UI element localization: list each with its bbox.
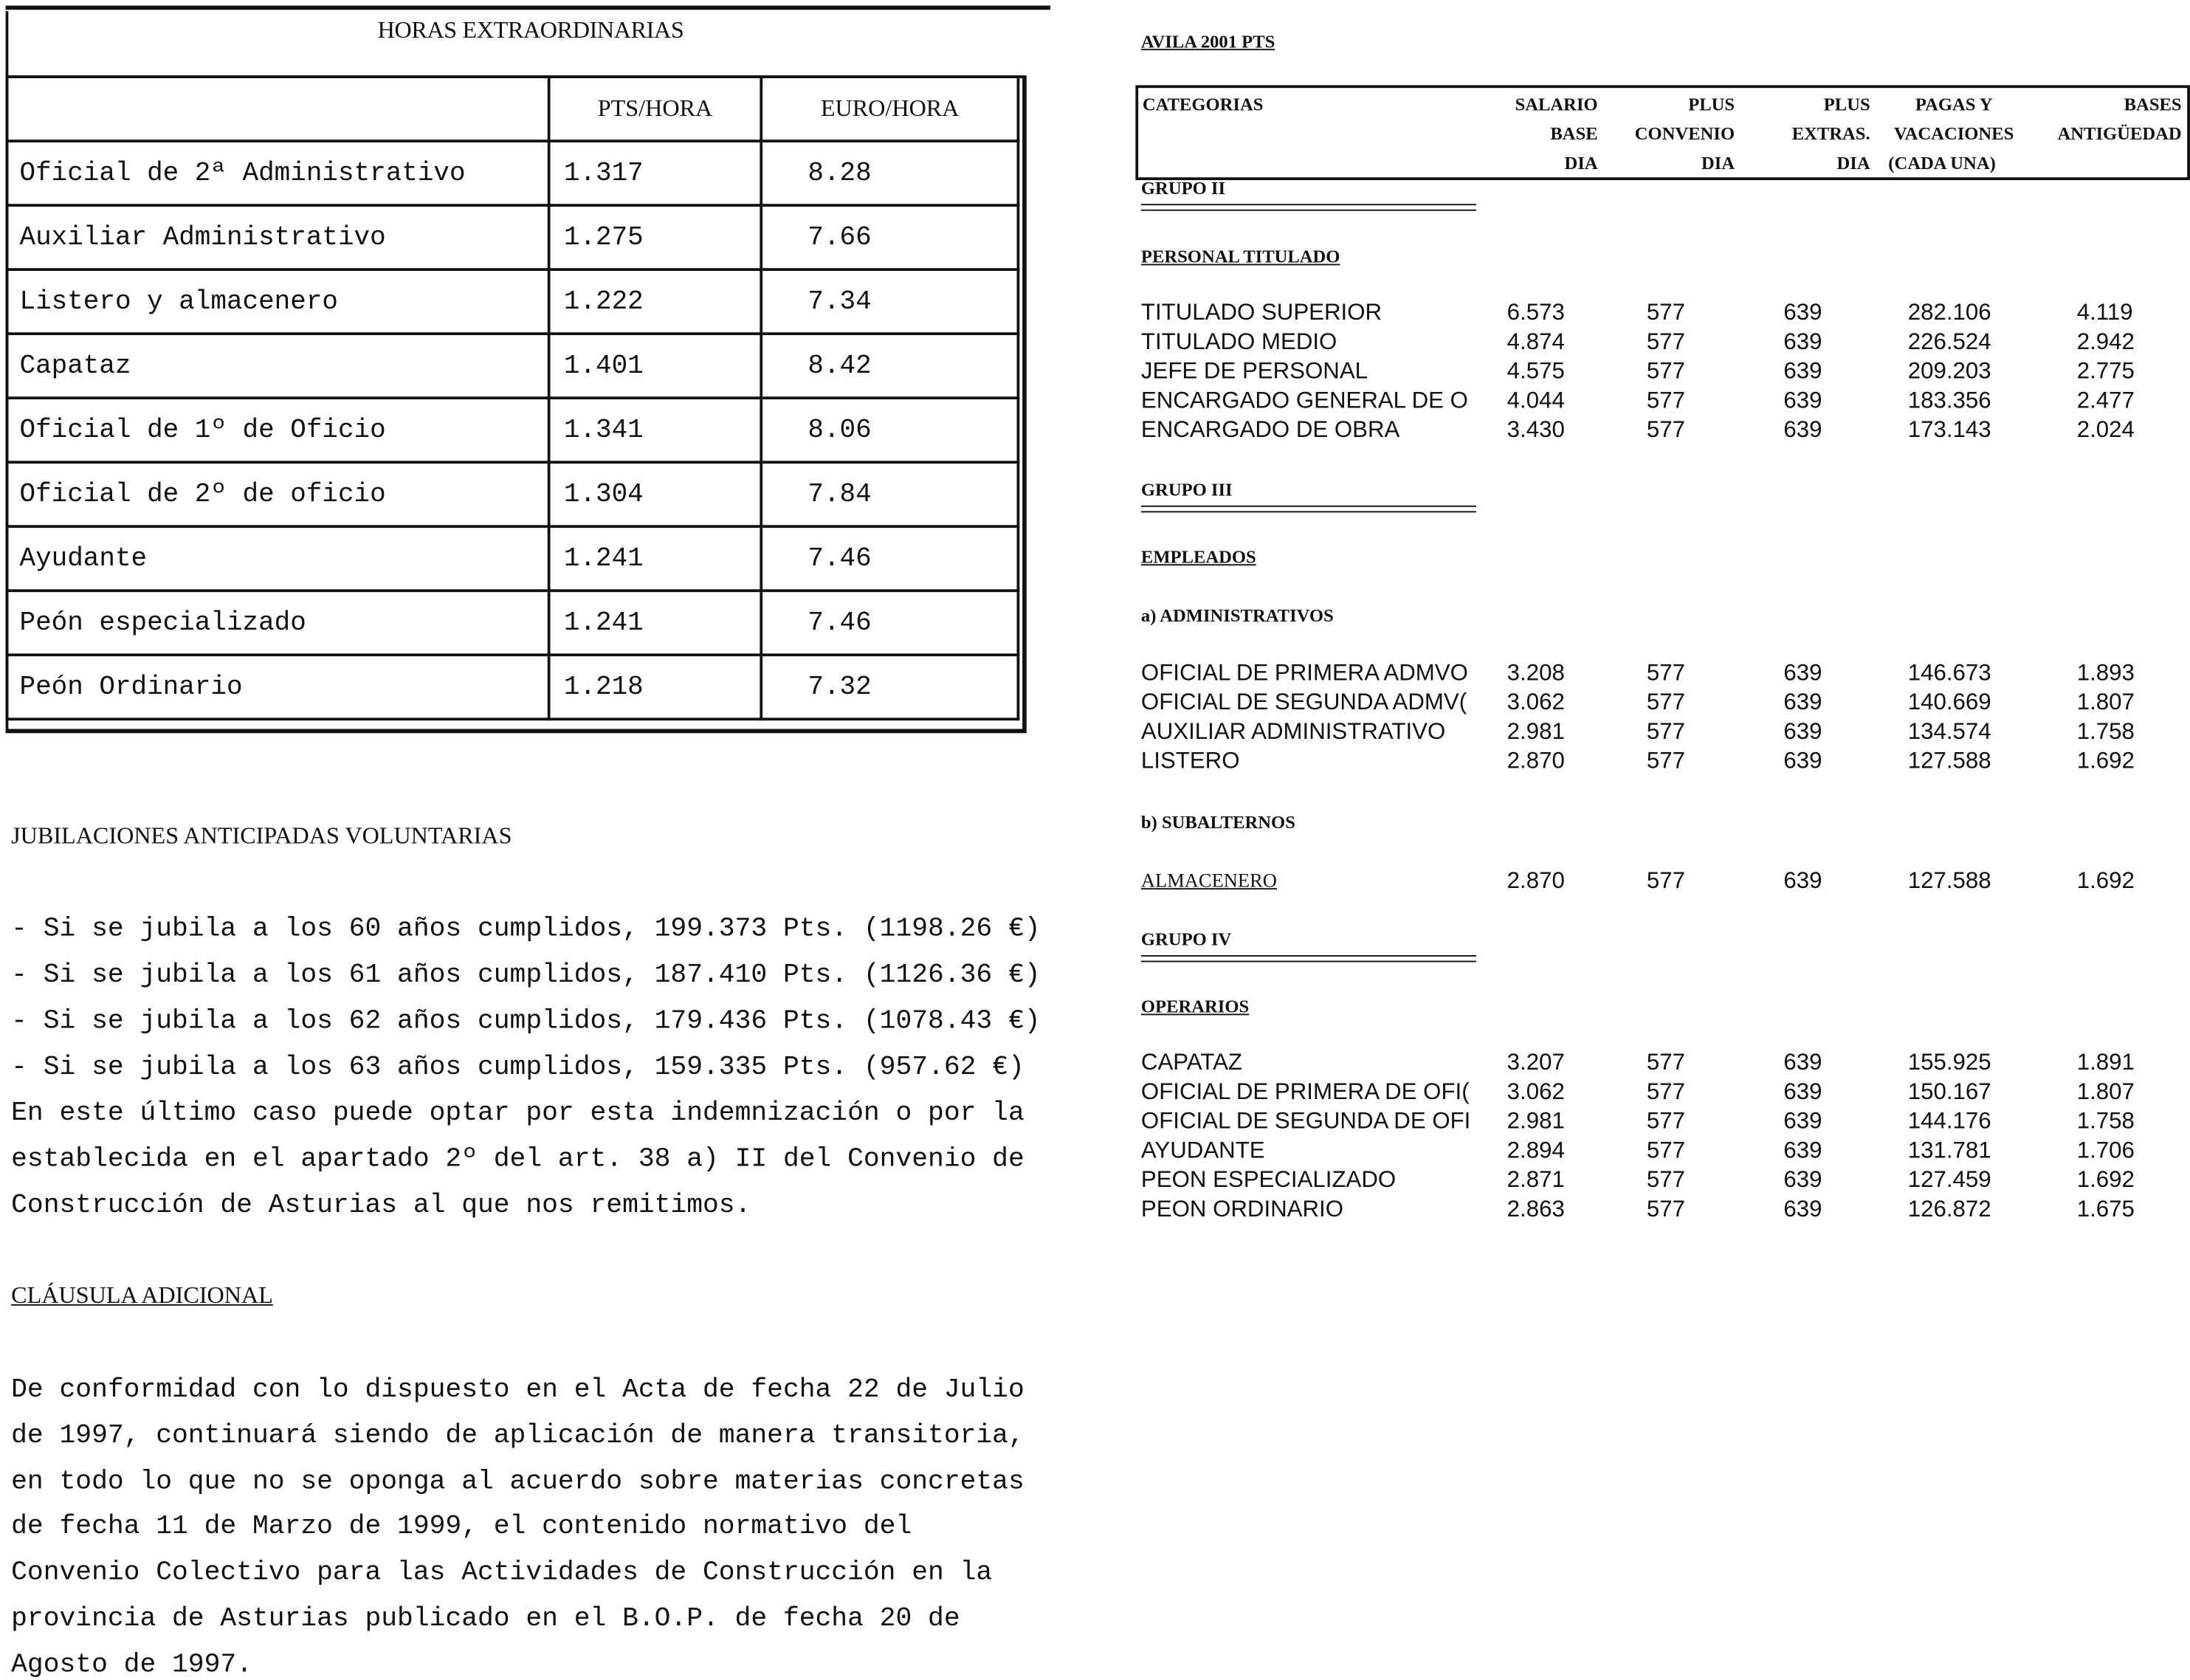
personal-titulado-heading: PERSONAL TITULADO xyxy=(1140,245,1340,267)
cell-value: 2.477 xyxy=(2076,388,2135,413)
cell-value: 2.870 xyxy=(1507,868,1565,894)
grupo-underline xyxy=(1141,204,1476,210)
header-blank xyxy=(7,77,548,141)
cell-value: 639 xyxy=(1783,388,1822,413)
category-name: TITULADO MEDIO xyxy=(1140,329,1337,355)
cell-value: 144.176 xyxy=(1907,1109,1991,1135)
cell-value: 577 xyxy=(1646,417,1685,443)
cell-value: 1.758 xyxy=(2076,719,2135,745)
cell-value: 4.575 xyxy=(1507,359,1565,385)
clausula-line: provincia de Asturias publicado en el B.O.P. de fecha 20 de xyxy=(11,1602,960,1634)
cell-value: 2.024 xyxy=(2076,417,2135,443)
clausula-line: en todo lo que no se oponga al acuerdo sobre materias concretas xyxy=(11,1466,1025,1498)
table-row: Capataz 1.401 8.42 xyxy=(7,334,1018,398)
cell-value: 1.807 xyxy=(2076,689,2135,715)
cell-value: 2.775 xyxy=(2076,359,2135,385)
table-title: HORAS EXTRAORDINARIAS xyxy=(377,16,684,44)
administrativos-heading: a) ADMINISTRATIVOS xyxy=(1140,605,1334,626)
clausula-line: Agosto de 1997. xyxy=(11,1649,252,1680)
cell-value: 2.981 xyxy=(1507,719,1565,745)
category-name: ENCARGADO DE OBRA xyxy=(1140,417,1400,443)
clausula-line: de fecha 11 de Marzo de 1999, el contenido normativo del xyxy=(11,1510,912,1542)
category-name: OFICIAL DE PRIMERA DE OFI( xyxy=(1140,1079,1470,1105)
cell-value: 126.872 xyxy=(1907,1197,1991,1222)
grupo-iv-label: GRUPO IV xyxy=(1140,929,1232,950)
cell-value: 639 xyxy=(1783,1109,1822,1135)
clausula-line: Convenio Colectivo para las Actividades de Construcción en la xyxy=(11,1557,993,1588)
cell-value: 2.870 xyxy=(1507,748,1565,774)
cell-value: 639 xyxy=(1783,1197,1822,1222)
category-name: OFICIAL DE SEGUNDA ADMV( xyxy=(1140,689,1467,715)
cell-value: 3.062 xyxy=(1507,689,1565,715)
cell-value: 1.692 xyxy=(2076,748,2135,774)
cell-value: 209.203 xyxy=(1907,359,1991,385)
cell-value: 639 xyxy=(1783,1050,1822,1075)
cell-value: 577 xyxy=(1646,1109,1685,1135)
jubilacion-note-line: En este último caso puede optar por esta indemnización o por la xyxy=(11,1097,1025,1129)
cell-value: 3.208 xyxy=(1507,660,1565,686)
cell-value: 2.894 xyxy=(1507,1137,1565,1163)
cell-value: 577 xyxy=(1646,1079,1685,1105)
cell-value: 577 xyxy=(1646,748,1685,774)
category-name: CAPATAZ xyxy=(1140,1050,1242,1075)
table-row: Oficial de 2ª Administrativo 1.317 8.28 xyxy=(7,141,1018,205)
cell-value: 1.692 xyxy=(2076,868,2135,894)
cell-value: 577 xyxy=(1646,1050,1685,1075)
table-row: Peón Ordinario 1.218 7.32 xyxy=(7,655,1018,719)
cell-value: 173.143 xyxy=(1907,417,1991,443)
cell-value: 639 xyxy=(1783,329,1822,355)
cell-value: 131.781 xyxy=(1907,1137,1991,1163)
cell-value: 1.706 xyxy=(2076,1137,2135,1163)
table-row: Ayudante 1.241 7.46 xyxy=(7,526,1018,591)
category-name: LISTERO xyxy=(1140,748,1240,774)
category-name: OFICIAL DE SEGUNDA DE OFI xyxy=(1140,1109,1471,1135)
cell-value: 1.758 xyxy=(2076,1109,2135,1135)
cell-value: 282.106 xyxy=(1907,300,1991,326)
grupo-underline xyxy=(1141,506,1476,512)
cell-value: 2.863 xyxy=(1507,1197,1565,1222)
cell-value: 577 xyxy=(1646,329,1685,355)
cell-value: 577 xyxy=(1646,388,1685,413)
cell-value: 577 xyxy=(1646,359,1685,385)
cell-value: 3.207 xyxy=(1507,1050,1565,1075)
table-top-rule xyxy=(6,6,1050,10)
jubilacion-line-61: - Si se jubila a los 61 años cumplidos, 187.410 Pts. (1126.36 €) xyxy=(11,959,1041,991)
subalternos-heading: b) SUBALTERNOS xyxy=(1140,811,1295,833)
clausula-line: De conformidad con lo dispuesto en el Acta de fecha 22 de Julio xyxy=(11,1374,1025,1405)
cell-value: 577 xyxy=(1646,868,1685,894)
cell-value: 577 xyxy=(1646,1137,1685,1163)
category-name: TITULADO SUPERIOR xyxy=(1140,300,1382,326)
cell-value: 4.874 xyxy=(1507,329,1565,355)
cell-value: 639 xyxy=(1783,1079,1822,1105)
avila-title: AVILA 2001 PTS xyxy=(1140,30,1275,52)
header-plus-extras: PLUS EXTRAS. DIA xyxy=(1791,93,1870,173)
category-name: ALMACENERO xyxy=(1140,871,1277,892)
cell-value: 155.925 xyxy=(1907,1050,1991,1075)
cell-value: 150.167 xyxy=(1907,1079,1991,1105)
category-name: JEFE DE PERSONAL xyxy=(1140,359,1368,385)
cell-value: 146.673 xyxy=(1907,660,1991,686)
horas-grid xyxy=(6,75,1020,720)
cell-value: 140.669 xyxy=(1907,689,1991,715)
jubilacion-note-line: Construcción de Asturias al que nos remitimos. xyxy=(11,1189,751,1221)
cell-value: 134.574 xyxy=(1907,719,1991,745)
cell-value: 3.062 xyxy=(1507,1079,1565,1105)
cell-value: 4.119 xyxy=(2076,300,2133,326)
jubilacion-line-62: - Si se jubila a los 62 años cumplidos, 179.436 Pts. (1078.43 €) xyxy=(11,1005,1041,1036)
operarios-heading: OPERARIOS xyxy=(1140,995,1250,1017)
jubilacion-note-line: establecida en el apartado 2º del art. 38 a) II del Convenio de xyxy=(11,1143,1025,1175)
cell-value: 1.807 xyxy=(2076,1079,2135,1105)
header-plus-convenio: PLUS CONVENIO DIA xyxy=(1634,93,1735,173)
cell-value: 577 xyxy=(1646,660,1685,686)
cell-value: 639 xyxy=(1783,748,1822,774)
cell-value: 127.588 xyxy=(1907,748,1991,774)
cell-value: 127.459 xyxy=(1907,1167,1991,1193)
category-name: OFICIAL DE PRIMERA ADMVO xyxy=(1140,660,1468,686)
cell-value: 639 xyxy=(1783,689,1822,715)
table-row: Oficial de 1º de Oficio 1.341 8.06 xyxy=(7,398,1018,462)
header-euro-hora: EURO/HORA xyxy=(762,77,1018,141)
cell-value: 1.893 xyxy=(2076,660,2135,686)
cell-value: 2.981 xyxy=(1507,1109,1565,1135)
category-name: AYUDANTE xyxy=(1140,1137,1265,1163)
jubilaciones-heading: JUBILACIONES ANTICIPADAS VOLUNTARIAS xyxy=(11,822,512,850)
header-bases-antiguedad: BASES ANTIGÜEDAD xyxy=(2057,93,2182,144)
cell-value: 1.891 xyxy=(2076,1050,2135,1075)
cell-value: 577 xyxy=(1646,689,1685,715)
cell-value: 639 xyxy=(1783,1167,1822,1193)
cell-value: 639 xyxy=(1783,1137,1822,1163)
cell-value: 639 xyxy=(1783,660,1822,686)
header-categorias: CATEGORIAS xyxy=(1142,93,1264,115)
category-name: ENCARGADO GENERAL DE O xyxy=(1140,388,1468,413)
cell-value: 577 xyxy=(1646,300,1685,326)
cell-value: 577 xyxy=(1646,1197,1685,1222)
empleados-heading: EMPLEADOS xyxy=(1140,545,1256,568)
jubilacion-line-60: - Si se jubila a los 60 años cumplidos, 199.373 Pts. (1198.26 €) xyxy=(11,913,1041,944)
grupo-ii-label: GRUPO II xyxy=(1140,177,1226,199)
table-row: Listero y almacenero 1.222 7.34 xyxy=(7,269,1018,334)
grupo-iii-label: GRUPO III xyxy=(1140,478,1233,500)
cell-value: 1.692 xyxy=(2076,1167,2135,1193)
cell-value: 577 xyxy=(1646,719,1685,745)
cell-value: 639 xyxy=(1783,300,1822,326)
table-row: Oficial de 2º de oficio 1.304 7.84 xyxy=(7,462,1018,526)
category-name: PEON ORDINARIO xyxy=(1140,1197,1344,1222)
cell-value: 2.871 xyxy=(1507,1167,1565,1193)
cell-value: 2.942 xyxy=(2076,329,2135,355)
table-row: Peón especializado 1.241 7.46 xyxy=(7,591,1018,655)
header-pagas-vacaciones: PAGAS Y VACACIONES (CADA UNA) xyxy=(1888,93,2014,173)
cell-value: 639 xyxy=(1783,417,1822,443)
cell-value: 226.524 xyxy=(1907,329,1991,355)
cell-value: 639 xyxy=(1783,719,1822,745)
jubilacion-line-63: - Si se jubila a los 63 años cumplidos, 159.335 Pts. (957.62 €) xyxy=(11,1051,1025,1083)
cell-value: 1.675 xyxy=(2076,1197,2135,1222)
grupo-underline xyxy=(1141,955,1476,962)
cell-value: 4.044 xyxy=(1507,388,1565,413)
category-name: AUXILIAR ADMINISTRATIVO xyxy=(1140,719,1446,745)
table-header-row xyxy=(7,77,1018,141)
table-row: Auxiliar Administrativo 1.275 7.66 xyxy=(7,205,1018,269)
clausula-heading: CLÁUSULA ADICIONAL xyxy=(11,1281,273,1309)
cell-value: 6.573 xyxy=(1507,300,1565,326)
cell-value: 639 xyxy=(1783,359,1822,385)
category-name: PEON ESPECIALIZADO xyxy=(1140,1167,1397,1193)
cell-value: 127.588 xyxy=(1907,868,1991,894)
header-pts-hora: PTS/HORA xyxy=(548,77,762,141)
cell-value: 577 xyxy=(1646,1167,1685,1193)
cell-value: 3.430 xyxy=(1507,417,1565,443)
clausula-line: de 1997, continuará siendo de aplicación de manera transitoria, xyxy=(11,1419,1025,1451)
cell-value: 639 xyxy=(1783,868,1822,894)
header-salario-base: SALARIO BASE DIA xyxy=(1515,93,1598,173)
cell-value: 183.356 xyxy=(1907,388,1991,413)
